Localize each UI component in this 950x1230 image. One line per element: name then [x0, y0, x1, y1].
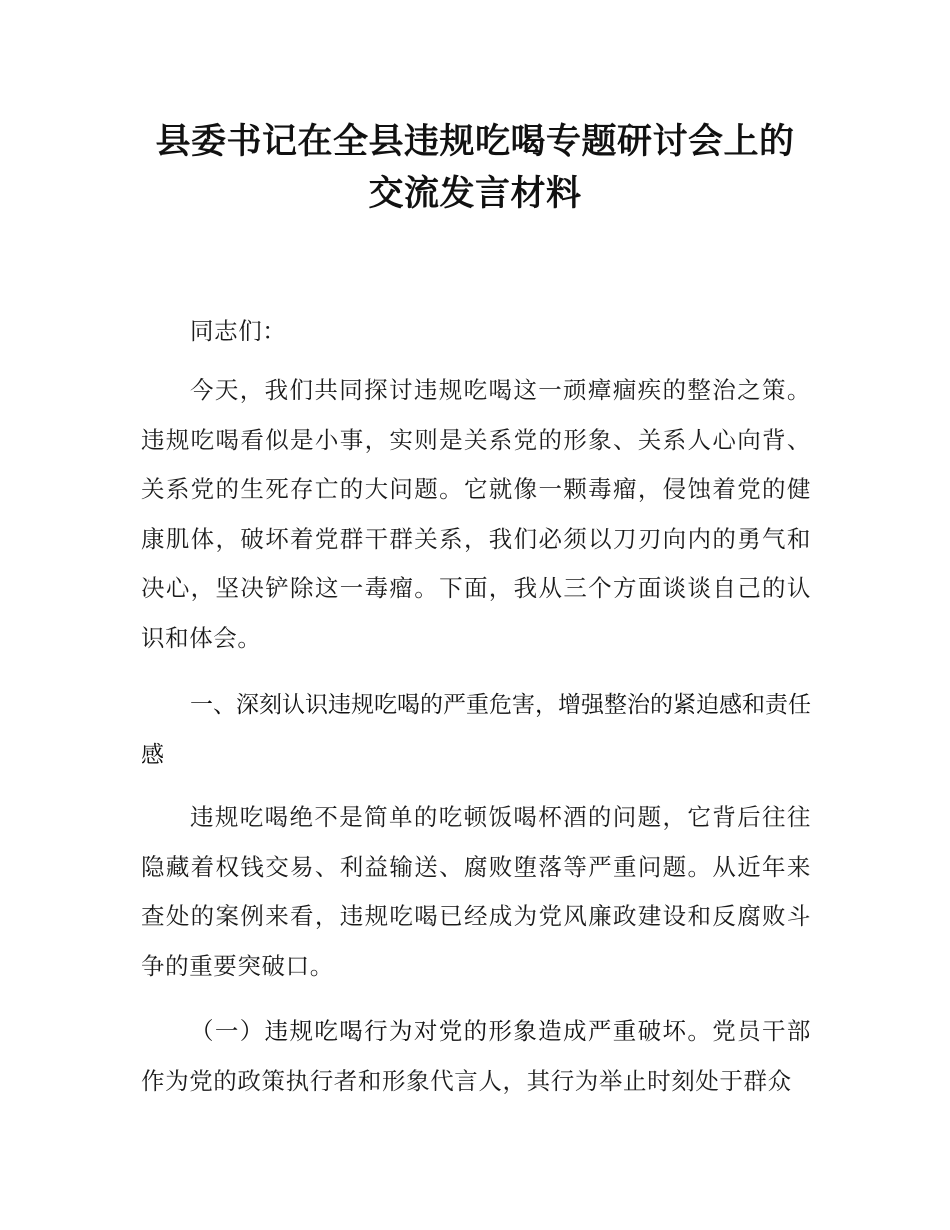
paragraph-subsection-1	[141, 1007, 811, 1106]
subsection-body: 党员干部作为党的政策执行者和形象代言人，其行为举止时刻处于群众	[141, 1017, 811, 1095]
section-heading-1: 一、深刻认识违规吃喝的严重危害，增强整治的紧迫感和责任感	[141, 692, 811, 768]
paragraph-section-1: 违规吃喝绝不是简单的吃顿饭喝杯酒的问题，它背后往往隐藏着权钱交易、利益输送、腐败堕落等严重问题。从近年来查处的案例来看，违规吃喝已经成为党风廉政建设和反腐败斗争的重要突破口。	[141, 803, 811, 980]
subsection-lead: （一）违规吃喝行为对党的形象造成严重破坏。	[190, 1017, 713, 1045]
paragraph-intro: 今天，我们共同探讨违规吃喝这一顽瘴痼疾的整治之策。违规吃喝看似是小事，实则是关系党的形象、关系人心向背、关系党的生死存亡的大问题。它就像一颗毒瘤，侵蚀着党的健康肌体，破坏着党群干群关系，我们必须以刀刃向内的勇气和决心，坚决铲除这一毒瘤。下面，我从三个方面谈谈自己的认识和体会。	[141, 376, 811, 652]
document-title: 县委书记在全县违规吃喝专题研讨会上的交流发言材料	[155, 121, 795, 214]
salutation: 同志们：	[190, 317, 287, 345]
